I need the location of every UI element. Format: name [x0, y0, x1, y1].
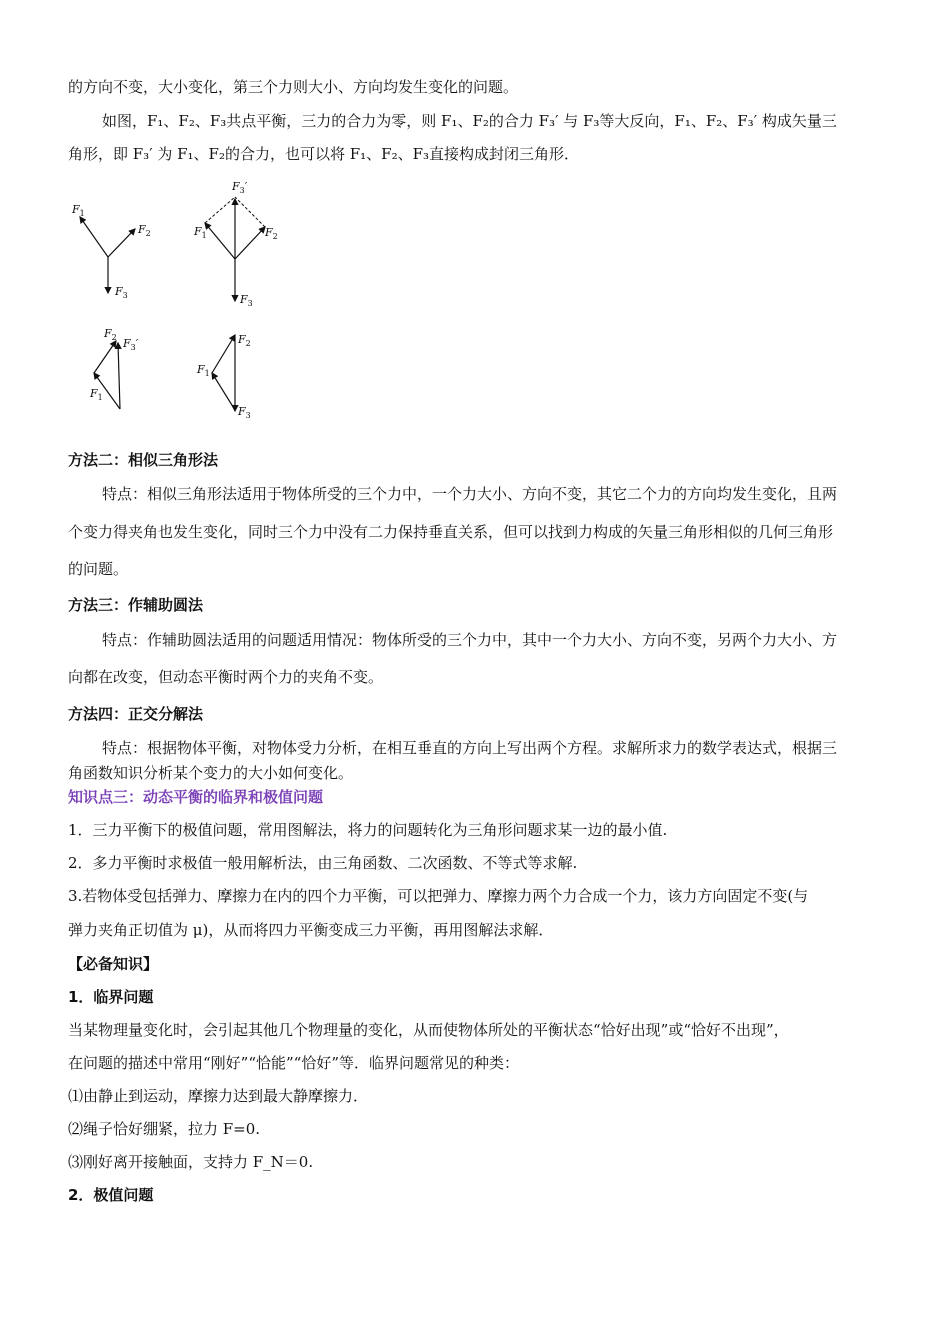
text-line: 向都在改变，但动态平衡时两个力的夹角不变。 — [68, 668, 384, 686]
section-heading: 方法三：作辅助圆法 — [68, 596, 204, 614]
force-diagram-4 — [196, 333, 251, 420]
text-line: 的问题。 — [68, 560, 129, 578]
section-heading: 1．临界问题 — [68, 988, 154, 1006]
label-F3-prime: $F_3'$ — [123, 337, 139, 352]
force-diagrams — [60, 175, 300, 425]
label-F2: $F_2$ — [104, 327, 117, 342]
label-F3: $F_3$ — [115, 285, 128, 300]
text-line: 角函数知识分析某个变力的大小如何变化。 — [68, 764, 354, 782]
text-line: 在问题的描述中常用“刚好”“恰能”“恰好”等．临界问题常见的种类： — [68, 1054, 520, 1072]
label-F1: $F_1$ — [194, 225, 207, 240]
label-F3: $F_3$ — [240, 293, 253, 308]
label-F2: $F_2$ — [265, 226, 278, 241]
label-F2: $F_2$ — [138, 223, 151, 238]
label-F1: $F_1$ — [72, 203, 85, 218]
label-F2: $F_2$ — [238, 333, 251, 348]
text-line: 角形，即 F₃′ 为 F₁、F₂的合力，也可以将 F₁、F₂、F₃直接构成封闭三角形． — [68, 145, 580, 163]
label-F1: $F_1$ — [90, 387, 103, 402]
text-line: 特点：作辅助圆法适用的问题适用情况：物体所受的三个力中，其中一个力大小、方向不变，另两个力大小、方 — [102, 631, 838, 649]
text-line: ⑶刚好离开接触面，支持力 F_N＝0. — [68, 1153, 314, 1171]
text-line: 3.若物体受包括弹力、摩擦力在内的四个力平衡，可以把弹力、摩擦力两个力合成一个力，该力方向固定不变(与 — [68, 887, 809, 905]
label-F3: $F_3$ — [238, 405, 251, 420]
text-line: 如图，F₁、F₂、F₃共点平衡，三力的合力为零，则 F₁、F₂的合力 F₃′ 与 F₃等大反向，F₁、F₂、F₃′ 构成矢量三 — [102, 112, 837, 130]
text-line: 1．三力平衡下的极值问题，常用图解法，将力的问题转化为三角形问题求某一边的最小值. — [68, 821, 668, 839]
text-line: 的方向不变，大小变化，第三个力则大小、方向均发生变化的问题。 — [68, 78, 519, 96]
text-line: 特点：根据物体平衡，对物体受力分析，在相互垂直的方向上写出两个方程。求解所求力的数学表达式，根据三 — [102, 739, 838, 757]
knowledge-point-heading: 知识点三：动态平衡的临界和极值问题 — [68, 788, 324, 806]
label-F3-prime: $F_3'$ — [232, 180, 248, 195]
text-line: 2．多力平衡时求极值一般用解析法，由三角函数、二次函数、不等式等求解. — [68, 854, 578, 872]
force-diagram-1 — [71, 203, 151, 300]
text-line: 个变力得夹角也发生变化，同时三个力中没有二力保持垂直关系，但可以找到力构成的矢量三角形相似的几何三角形 — [68, 523, 834, 541]
force-diagram-2 — [193, 180, 278, 308]
section-heading: 方法四：正交分解法 — [68, 705, 204, 723]
text-line: 特点：相似三角形法适用于物体所受的三个力中，一个力大小、方向不变，其它二个力的方向均发生变化，且两 — [102, 485, 838, 503]
section-heading: 【必备知识】 — [68, 955, 159, 973]
text-line: ⑵绳子恰好绷紧，拉力 F=0. — [68, 1120, 261, 1138]
label-F1: $F_1$ — [197, 363, 210, 378]
text-line: 当某物理量变化时，会引起其他几个物理量的变化，从而使物体所处的平衡状态“恰好出现”或“恰好不出现”， — [68, 1021, 789, 1039]
text-line: ⑴由静止到运动，摩擦力达到最大静摩擦力． — [68, 1087, 369, 1105]
text-line: 弹力夹角正切值为 μ)，从而将四力平衡变成三力平衡，再用图解法求解． — [68, 921, 554, 939]
force-diagram-3 — [89, 327, 139, 409]
section-heading: 方法二：相似三角形法 — [68, 451, 219, 469]
section-heading: 2．极值问题 — [68, 1186, 154, 1204]
